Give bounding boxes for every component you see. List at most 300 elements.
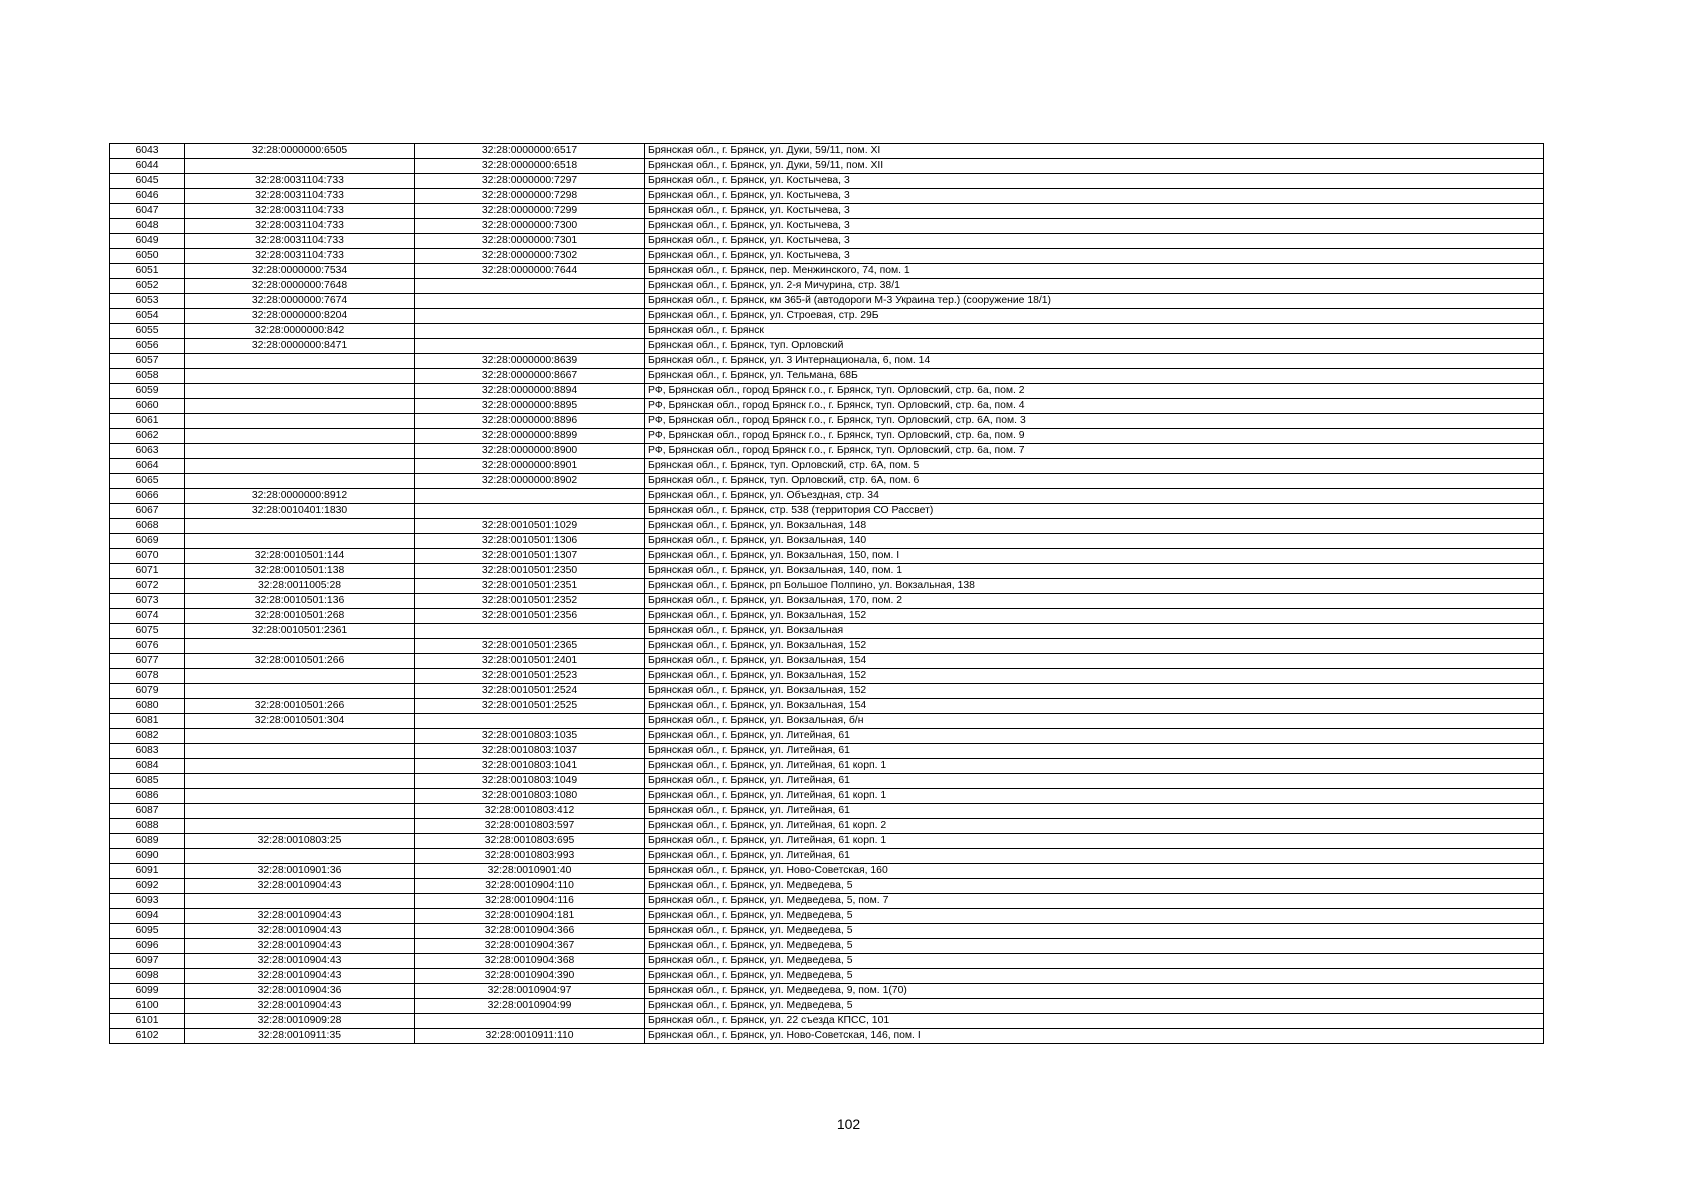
table-row [110,594,1544,609]
land-cadastral-number-cell: 32:28:0031104:733 [185,174,415,189]
object-cadastral-number-cell: 32:28:0010803:1035 [415,729,645,744]
land-cadastral-number-cell [185,414,415,429]
object-cadastral-number-cell: 32:28:0000000:8900 [415,444,645,459]
row-number-cell: 6043 [110,144,185,159]
object-cadastral-number-cell: 32:28:0000000:8639 [415,354,645,369]
address-cell: Брянская обл., г. Брянск, ул. Костычева, 3 [645,219,1544,234]
row-number-cell: 6055 [110,324,185,339]
land-cadastral-number-cell [185,684,415,699]
address-cell: Брянская обл., г. Брянск, ул. Литейная, 61 корп. 2 [645,819,1544,834]
table-row [110,879,1544,894]
page-number: 102 [836,1116,861,1132]
row-number-cell: 6064 [110,459,185,474]
land-cadastral-number-cell: 32:28:0000000:7674 [185,294,415,309]
row-number-cell: 6080 [110,699,185,714]
table-row [110,924,1544,939]
row-number-cell: 6058 [110,369,185,384]
property-registry-table [109,143,1544,1044]
table-row [110,369,1544,384]
object-cadastral-number-cell: 32:28:0010803:1049 [415,774,645,789]
object-cadastral-number-cell: 32:28:0000000:8899 [415,429,645,444]
land-cadastral-number-cell: 32:28:0031104:733 [185,189,415,204]
object-cadastral-number-cell: 32:28:0010803:597 [415,819,645,834]
object-cadastral-number-cell: 32:28:0000000:8902 [415,474,645,489]
address-cell: Брянская обл., г. Брянск, ул. Вокзальная, 140 [645,534,1544,549]
address-cell: Брянская обл., г. Брянск, ул. Объездная, стр. 34 [645,489,1544,504]
row-number-cell: 6078 [110,669,185,684]
row-number-cell: 6090 [110,849,185,864]
object-cadastral-number-cell: 32:28:0010501:2365 [415,639,645,654]
row-number-cell: 6051 [110,264,185,279]
address-cell: Брянская обл., г. Брянск, ул. Вокзальная [645,624,1544,639]
address-cell: Брянская обл., г. Брянск, ул. Литейная, 61 [645,729,1544,744]
table-row [110,654,1544,669]
table-row [110,1014,1544,1029]
land-cadastral-number-cell: 32:28:0010401:1830 [185,504,415,519]
row-number-cell: 6049 [110,234,185,249]
address-cell: Брянская обл., г. Брянск, ул. Медведева, 5 [645,879,1544,894]
row-number-cell: 6094 [110,909,185,924]
table-row [110,444,1544,459]
address-cell: Брянская обл., г. Брянск, ул. Дуки, 59/11, пом. XII [645,159,1544,174]
row-number-cell: 6065 [110,474,185,489]
address-cell: Брянская обл., г. Брянск, ул. Вокзальная, 150, пом. I [645,549,1544,564]
object-cadastral-number-cell [415,279,645,294]
row-number-cell: 6081 [110,714,185,729]
table-row [110,954,1544,969]
land-cadastral-number-cell: 32:28:0000000:7534 [185,264,415,279]
land-cadastral-number-cell [185,759,415,774]
object-cadastral-number-cell: 32:28:0010904:368 [415,954,645,969]
table-row [110,684,1544,699]
object-cadastral-number-cell [415,1014,645,1029]
table-row [110,459,1544,474]
object-cadastral-number-cell: 32:28:0000000:6517 [415,144,645,159]
object-cadastral-number-cell: 32:28:0010904:181 [415,909,645,924]
object-cadastral-number-cell: 32:28:0010501:2350 [415,564,645,579]
row-number-cell: 6100 [110,999,185,1014]
address-cell: РФ, Брянская обл., город Брянск г.о., г. Брянск, туп. Орловский, стр. 6а, пом. 7 [645,444,1544,459]
table-row [110,204,1544,219]
table-row [110,744,1544,759]
row-number-cell: 6044 [110,159,185,174]
object-cadastral-number-cell: 32:28:0010803:695 [415,834,645,849]
table-row [110,429,1544,444]
object-cadastral-number-cell: 32:28:0000000:8895 [415,399,645,414]
address-cell: Брянская обл., г. Брянск, ул. Литейная, 61 [645,849,1544,864]
table-row [110,669,1544,684]
object-cadastral-number-cell [415,339,645,354]
address-cell: Брянская обл., г. Брянск, ул. Ново-Советская, 146, пом. I [645,1029,1544,1044]
row-number-cell: 6092 [110,879,185,894]
land-cadastral-number-cell: 32:28:0010904:36 [185,984,415,999]
address-cell: Брянская обл., г. Брянск, км 365-й (автодороги М-3 Украина тер.) (сооружение 18/1) [645,294,1544,309]
object-cadastral-number-cell: 32:28:0010803:993 [415,849,645,864]
address-cell: Брянская обл., г. Брянск, ул. Дуки, 59/11, пом. XI [645,144,1544,159]
row-number-cell: 6052 [110,279,185,294]
table-row [110,819,1544,834]
land-cadastral-number-cell: 32:28:0031104:733 [185,249,415,264]
table-row [110,309,1544,324]
land-cadastral-number-cell: 32:28:0031104:733 [185,204,415,219]
land-cadastral-number-cell: 32:28:0010904:43 [185,909,415,924]
object-cadastral-number-cell: 32:28:0010803:1037 [415,744,645,759]
land-cadastral-number-cell: 32:28:0000000:7648 [185,279,415,294]
land-cadastral-number-cell: 32:28:0010501:138 [185,564,415,579]
table-row [110,534,1544,549]
row-number-cell: 6075 [110,624,185,639]
object-cadastral-number-cell: 32:28:0010901:40 [415,864,645,879]
row-number-cell: 6077 [110,654,185,669]
table-row [110,849,1544,864]
row-number-cell: 6047 [110,204,185,219]
table-row [110,354,1544,369]
table-row [110,174,1544,189]
table-row [110,399,1544,414]
object-cadastral-number-cell [415,309,645,324]
object-cadastral-number-cell: 32:28:0010803:412 [415,804,645,819]
land-cadastral-number-cell: 32:28:0000000:8471 [185,339,415,354]
land-cadastral-number-cell [185,354,415,369]
land-cadastral-number-cell: 32:28:0010501:268 [185,609,415,624]
land-cadastral-number-cell: 32:28:0010803:25 [185,834,415,849]
address-cell: Брянская обл., г. Брянск, рп Большое Полпино, ул. Вокзальная, 138 [645,579,1544,594]
row-number-cell: 6087 [110,804,185,819]
address-cell: Брянская обл., г. Брянск, ул. Медведева, 9, пом. 1(70) [645,984,1544,999]
row-number-cell: 6099 [110,984,185,999]
row-number-cell: 6067 [110,504,185,519]
address-cell: РФ, Брянская обл., город Брянск г.о., г. Брянск, туп. Орловский, стр. 6А, пом. 3 [645,414,1544,429]
land-cadastral-number-cell [185,744,415,759]
table-row [110,189,1544,204]
object-cadastral-number-cell: 32:28:0010904:99 [415,999,645,1014]
table-row [110,1029,1544,1044]
address-cell: Брянская обл., г. Брянск, ул. Медведева, 5 [645,909,1544,924]
table-row [110,474,1544,489]
object-cadastral-number-cell: 32:28:0010501:2525 [415,699,645,714]
object-cadastral-number-cell: 32:28:0010501:1306 [415,534,645,549]
land-cadastral-number-cell [185,159,415,174]
object-cadastral-number-cell: 32:28:0000000:6518 [415,159,645,174]
land-cadastral-number-cell: 32:28:0010501:144 [185,549,415,564]
address-cell: Брянская обл., г. Брянск, ул. Литейная, 61 [645,804,1544,819]
address-cell: Брянская обл., г. Брянск, стр. 538 (территория СО Рассвет) [645,504,1544,519]
address-cell: Брянская обл., г. Брянск, ул. Костычева, 3 [645,234,1544,249]
object-cadastral-number-cell: 32:28:0010501:2351 [415,579,645,594]
table-row [110,279,1544,294]
table-row [110,294,1544,309]
row-number-cell: 6084 [110,759,185,774]
row-number-cell: 6060 [110,399,185,414]
address-cell: Брянская обл., г. Брянск, пер. Менжинского, 74, пом. 1 [645,264,1544,279]
address-cell: Брянская обл., г. Брянск, ул. Медведева, 5 [645,999,1544,1014]
address-cell: Брянская обл., г. Брянск, ул. Вокзальная, 154 [645,654,1544,669]
table-row [110,159,1544,174]
table-row [110,984,1544,999]
table-row [110,384,1544,399]
row-number-cell: 6074 [110,609,185,624]
object-cadastral-number-cell: 32:28:0010501:2524 [415,684,645,699]
table-row [110,339,1544,354]
row-number-cell: 6085 [110,774,185,789]
land-cadastral-number-cell: 32:28:0010909:28 [185,1014,415,1029]
land-cadastral-number-cell: 32:28:0010904:43 [185,969,415,984]
object-cadastral-number-cell: 32:28:0000000:8667 [415,369,645,384]
address-cell: Брянская обл., г. Брянск, ул. Тельмана, 68Б [645,369,1544,384]
land-cadastral-number-cell: 32:28:0011005:28 [185,579,415,594]
row-number-cell: 6088 [110,819,185,834]
table-row [110,759,1544,774]
land-cadastral-number-cell [185,474,415,489]
land-cadastral-number-cell [185,669,415,684]
land-cadastral-number-cell [185,639,415,654]
table-row [110,834,1544,849]
row-number-cell: 6071 [110,564,185,579]
row-number-cell: 6093 [110,894,185,909]
table-row [110,909,1544,924]
object-cadastral-number-cell: 32:28:0010501:2352 [415,594,645,609]
object-cadastral-number-cell: 32:28:0000000:7302 [415,249,645,264]
object-cadastral-number-cell: 32:28:0000000:8894 [415,384,645,399]
address-cell: Брянская обл., г. Брянск, туп. Орловский [645,339,1544,354]
object-cadastral-number-cell: 32:28:0000000:8896 [415,414,645,429]
object-cadastral-number-cell: 32:28:0010803:1080 [415,789,645,804]
land-cadastral-number-cell: 32:28:0010904:43 [185,879,415,894]
address-cell: Брянская обл., г. Брянск, ул. Вокзальная, 152 [645,684,1544,699]
row-number-cell: 6053 [110,294,185,309]
object-cadastral-number-cell: 32:28:0000000:7297 [415,174,645,189]
row-number-cell: 6098 [110,969,185,984]
row-number-cell: 6054 [110,309,185,324]
land-cadastral-number-cell: 32:28:0031104:733 [185,219,415,234]
address-cell: Брянская обл., г. Брянск, туп. Орловский, стр. 6А, пом. 5 [645,459,1544,474]
address-cell: Брянская обл., г. Брянск, ул. 22 съезда КПСС, 101 [645,1014,1544,1029]
row-number-cell: 6048 [110,219,185,234]
address-cell: Брянская обл., г. Брянск, ул. Литейная, 61 корп. 1 [645,789,1544,804]
address-cell: Брянская обл., г. Брянск, ул. Медведева, 5 [645,954,1544,969]
table-row [110,234,1544,249]
row-number-cell: 6097 [110,954,185,969]
address-cell: Брянская обл., г. Брянск, ул. Вокзальная, б/н [645,714,1544,729]
object-cadastral-number-cell: 32:28:0010911:110 [415,1029,645,1044]
address-cell: Брянская обл., г. Брянск, ул. Вокзальная, 152 [645,669,1544,684]
object-cadastral-number-cell [415,324,645,339]
land-cadastral-number-cell [185,774,415,789]
row-number-cell: 6091 [110,864,185,879]
land-cadastral-number-cell [185,804,415,819]
row-number-cell: 6059 [110,384,185,399]
object-cadastral-number-cell: 32:28:0000000:7299 [415,204,645,219]
land-cadastral-number-cell [185,894,415,909]
table-row [110,504,1544,519]
land-cadastral-number-cell: 32:28:0000000:842 [185,324,415,339]
object-cadastral-number-cell: 32:28:0000000:7301 [415,234,645,249]
land-cadastral-number-cell: 32:28:0010904:43 [185,954,415,969]
land-cadastral-number-cell: 32:28:0031104:733 [185,234,415,249]
table-row [110,579,1544,594]
address-cell: Брянская обл., г. Брянск, ул. Вокзальная, 152 [645,609,1544,624]
document-page [109,143,1544,1044]
address-cell: РФ, Брянская обл., город Брянск г.о., г. Брянск, туп. Орловский, стр. 6а, пом. 4 [645,399,1544,414]
registry-table-body [110,144,1544,1044]
object-cadastral-number-cell: 32:28:0010904:116 [415,894,645,909]
object-cadastral-number-cell: 32:28:0000000:7298 [415,189,645,204]
address-cell: Брянская обл., г. Брянск, ул. Вокзальная, 154 [645,699,1544,714]
address-cell: Брянская обл., г. Брянск, ул. Вокзальная, 140, пом. 1 [645,564,1544,579]
row-number-cell: 6079 [110,684,185,699]
object-cadastral-number-cell: 32:28:0010803:1041 [415,759,645,774]
table-row [110,864,1544,879]
land-cadastral-number-cell [185,429,415,444]
land-cadastral-number-cell [185,369,415,384]
row-number-cell: 6102 [110,1029,185,1044]
address-cell: Брянская обл., г. Брянск, ул. Медведева, 5 [645,969,1544,984]
address-cell: Брянская обл., г. Брянск, ул. Костычева, 3 [645,249,1544,264]
address-cell: Брянская обл., г. Брянск, ул. Вокзальная, 170, пом. 2 [645,594,1544,609]
row-number-cell: 6076 [110,639,185,654]
land-cadastral-number-cell [185,729,415,744]
row-number-cell: 6063 [110,444,185,459]
row-number-cell: 6089 [110,834,185,849]
row-number-cell: 6050 [110,249,185,264]
table-row [110,624,1544,639]
row-number-cell: 6062 [110,429,185,444]
address-cell: Брянская обл., г. Брянск, ул. Литейная, 61 [645,774,1544,789]
row-number-cell: 6057 [110,354,185,369]
object-cadastral-number-cell: 32:28:0010904:110 [415,879,645,894]
land-cadastral-number-cell: 32:28:0000000:6505 [185,144,415,159]
land-cadastral-number-cell: 32:28:0010901:36 [185,864,415,879]
land-cadastral-number-cell: 32:28:0010904:43 [185,924,415,939]
land-cadastral-number-cell: 32:28:0000000:8912 [185,489,415,504]
table-row [110,219,1544,234]
table-row [110,789,1544,804]
address-cell: Брянская обл., г. Брянск, ул. Вокзальная, 152 [645,639,1544,654]
row-number-cell: 6056 [110,339,185,354]
address-cell: Брянская обл., г. Брянск, ул. 2-я Мичурина, стр. 38/1 [645,279,1544,294]
land-cadastral-number-cell [185,384,415,399]
object-cadastral-number-cell: 32:28:0010904:367 [415,939,645,954]
object-cadastral-number-cell [415,624,645,639]
object-cadastral-number-cell: 32:28:0000000:7300 [415,219,645,234]
object-cadastral-number-cell [415,504,645,519]
row-number-cell: 6068 [110,519,185,534]
object-cadastral-number-cell: 32:28:0010501:2401 [415,654,645,669]
land-cadastral-number-cell: 32:28:0010501:266 [185,699,415,714]
object-cadastral-number-cell: 32:28:0000000:8901 [415,459,645,474]
table-row [110,729,1544,744]
address-cell: Брянская обл., г. Брянск, ул. Костычева, 3 [645,204,1544,219]
object-cadastral-number-cell [415,294,645,309]
object-cadastral-number-cell: 32:28:0010904:390 [415,969,645,984]
table-row [110,564,1544,579]
address-cell: Брянская обл., г. Брянск, ул. Ново-Советская, 160 [645,864,1544,879]
address-cell: Брянская обл., г. Брянск, ул. Медведева, 5, пом. 7 [645,894,1544,909]
row-number-cell: 6072 [110,579,185,594]
object-cadastral-number-cell: 32:28:0010501:1307 [415,549,645,564]
table-row [110,264,1544,279]
address-cell: Брянская обл., г. Брянск, ул. Костычева, 3 [645,174,1544,189]
row-number-cell: 6066 [110,489,185,504]
address-cell: РФ, Брянская обл., город Брянск г.о., г. Брянск, туп. Орловский, стр. 6а, пом. 2 [645,384,1544,399]
table-row [110,969,1544,984]
land-cadastral-number-cell [185,534,415,549]
table-row [110,939,1544,954]
table-row [110,804,1544,819]
table-row [110,249,1544,264]
land-cadastral-number-cell: 32:28:0010501:136 [185,594,415,609]
land-cadastral-number-cell: 32:28:0010501:2361 [185,624,415,639]
address-cell: Брянская обл., г. Брянск, ул. Костычева, 3 [645,189,1544,204]
table-row [110,549,1544,564]
object-cadastral-number-cell: 32:28:0010904:366 [415,924,645,939]
row-number-cell: 6086 [110,789,185,804]
row-number-cell: 6070 [110,549,185,564]
land-cadastral-number-cell [185,849,415,864]
table-row [110,639,1544,654]
address-cell: Брянская обл., г. Брянск, ул. Строевая, стр. 29Б [645,309,1544,324]
address-cell: Брянская обл., г. Брянск, ул. Литейная, 61 корп. 1 [645,759,1544,774]
address-cell: Брянская обл., г. Брянск, ул. Вокзальная, 148 [645,519,1544,534]
row-number-cell: 6073 [110,594,185,609]
land-cadastral-number-cell: 32:28:0010904:43 [185,939,415,954]
table-row [110,999,1544,1014]
table-row [110,699,1544,714]
land-cadastral-number-cell [185,459,415,474]
table-row [110,324,1544,339]
table-row [110,489,1544,504]
object-cadastral-number-cell: 32:28:0010501:2523 [415,669,645,684]
table-row [110,714,1544,729]
land-cadastral-number-cell [185,444,415,459]
row-number-cell: 6069 [110,534,185,549]
table-row [110,774,1544,789]
object-cadastral-number-cell: 32:28:0000000:7644 [415,264,645,279]
row-number-cell: 6095 [110,924,185,939]
table-row [110,894,1544,909]
table-row [110,414,1544,429]
land-cadastral-number-cell [185,519,415,534]
land-cadastral-number-cell: 32:28:0010904:43 [185,999,415,1014]
object-cadastral-number-cell [415,489,645,504]
address-cell: Брянская обл., г. Брянск [645,324,1544,339]
row-number-cell: 6083 [110,744,185,759]
table-row [110,519,1544,534]
address-cell: Брянская обл., г. Брянск, ул. Литейная, 61 корп. 1 [645,834,1544,849]
address-cell: Брянская обл., г. Брянск, ул. Медведева, 5 [645,924,1544,939]
address-cell: Брянская обл., г. Брянск, ул. 3 Интернационала, 6, пом. 14 [645,354,1544,369]
table-row [110,609,1544,624]
row-number-cell: 6101 [110,1014,185,1029]
address-cell: Брянская обл., г. Брянск, ул. Медведева, 5 [645,939,1544,954]
table-row [110,144,1544,159]
object-cadastral-number-cell [415,714,645,729]
address-cell: Брянская обл., г. Брянск, ул. Литейная, 61 [645,744,1544,759]
row-number-cell: 6061 [110,414,185,429]
row-number-cell: 6096 [110,939,185,954]
land-cadastral-number-cell: 32:28:0010911:35 [185,1029,415,1044]
object-cadastral-number-cell: 32:28:0010501:2356 [415,609,645,624]
address-cell: РФ, Брянская обл., город Брянск г.о., г. Брянск, туп. Орловский, стр. 6а, пом. 9 [645,429,1544,444]
land-cadastral-number-cell [185,399,415,414]
land-cadastral-number-cell: 32:28:0010501:304 [185,714,415,729]
row-number-cell: 6045 [110,174,185,189]
row-number-cell: 6046 [110,189,185,204]
land-cadastral-number-cell [185,789,415,804]
row-number-cell: 6082 [110,729,185,744]
land-cadastral-number-cell [185,819,415,834]
object-cadastral-number-cell: 32:28:0010904:97 [415,984,645,999]
